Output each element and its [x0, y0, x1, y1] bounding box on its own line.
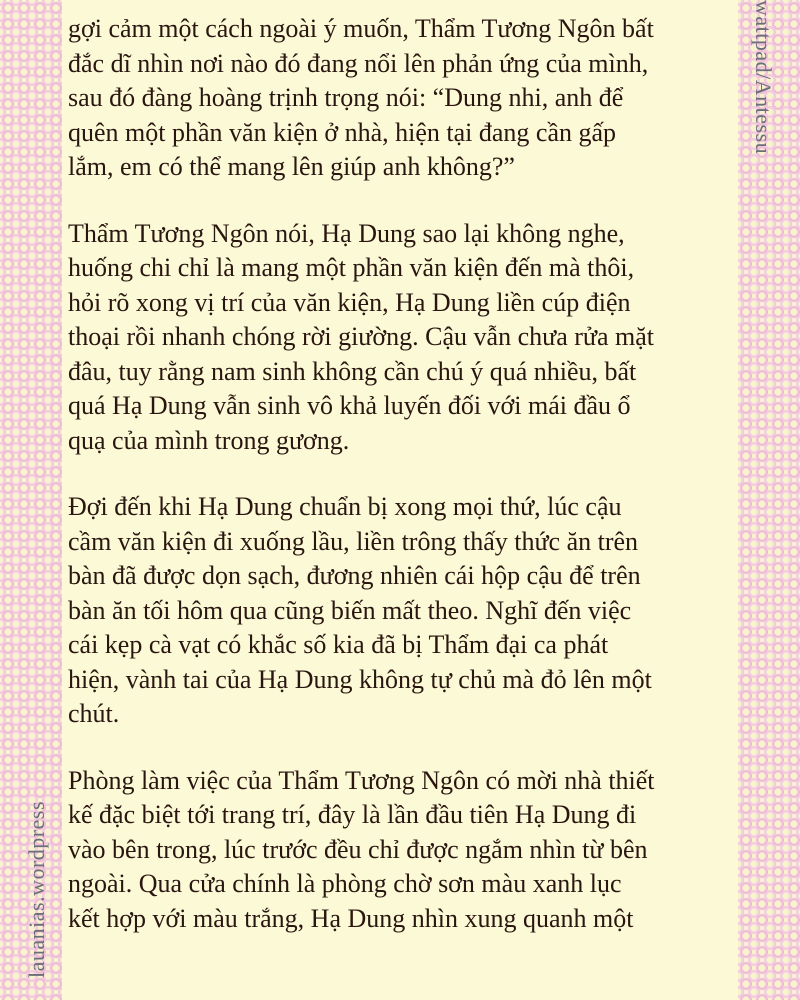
- text-line: huống chi chỉ là mang một phần văn kiện đến mà thôi,: [68, 253, 635, 282]
- text-line: quá Hạ Dung vẫn sinh vô khả luyến đối với mái đầu ổ: [68, 391, 631, 420]
- text-line: cái kẹp cà vạt có khắc số kia đã bị Thẩm đại ca phát: [68, 630, 609, 659]
- text-line: bàn ăn tối hôm qua cũng biến mất theo. Nghĩ đến việc: [68, 595, 632, 625]
- text-line: quên một phần văn kiện ở nhà, hiện tại đang cần gấp: [68, 117, 617, 147]
- text-line: hiện, vành tai của Hạ Dung không tự chủ mà đỏ lên một: [68, 664, 652, 694]
- text-line: bàn đã được dọn sạch, đương nhiên cái hộp cậu để trên: [68, 561, 641, 590]
- text-line: vào bên trong, lúc trước đều chỉ được ngắm nhìn từ bên: [68, 834, 648, 864]
- paragraph-4: [68, 764, 748, 937]
- text-line: Đợi đến khi Hạ Dung chuẩn bị xong mọi thứ, lúc cậu: [68, 492, 622, 521]
- story-text: [68, 12, 748, 968]
- paragraph-2: [68, 217, 748, 459]
- text-line: kế đặc biệt tới trang trí, đây là lần đầu tiên Hạ Dung đi: [68, 800, 637, 829]
- text-line: quạ của mình trong gương.: [68, 425, 350, 455]
- right-watermark: wattpad/Antessu: [751, 0, 776, 155]
- text-line: Phòng làm việc của Thẩm Tương Ngôn có mời nhà thiết: [68, 765, 655, 795]
- text-line: cầm văn kiện đi xuống lầu, liền trông thấy thức ăn trên: [68, 526, 639, 556]
- left-watermark: lauanias.wordpress: [24, 800, 49, 978]
- text-line: Thẩm Tương Ngôn nói, Hạ Dung sao lại không nghe,: [68, 218, 625, 248]
- text-line: đâu, tuy rằng nam sinh không cần chú ý quá nhiều, bất: [68, 356, 637, 386]
- paragraph-3: [68, 490, 748, 732]
- text-line: lắm, em có thể mang lên giúp anh không?”: [68, 152, 515, 181]
- text-line: ngoài. Qua cửa chính là phòng chờ sơn màu xanh lục: [68, 869, 622, 898]
- text-line: gợi cảm một cách ngoài ý muốn, Thẩm Tương Ngôn bất: [68, 14, 654, 43]
- text-line: hỏi rõ xong vị trí của văn kiện, Hạ Dung liền cúp điện: [68, 287, 631, 317]
- text-line: thoại rồi nhanh chóng rời giường. Cậu vẫn chưa rửa mặt: [68, 322, 655, 351]
- text-line: kết hợp với màu trắng, Hạ Dung nhìn xung quanh một: [68, 903, 634, 933]
- text-line: đắc dĩ nhìn nơi nào đó đang nổi lên phản ứng của mình,: [68, 48, 649, 78]
- text-line: sau đó đàng hoàng trịnh trọng nói: “Dung nhi, anh để: [68, 83, 624, 112]
- paragraph-1: [68, 12, 748, 185]
- text-line: chút.: [68, 699, 120, 728]
